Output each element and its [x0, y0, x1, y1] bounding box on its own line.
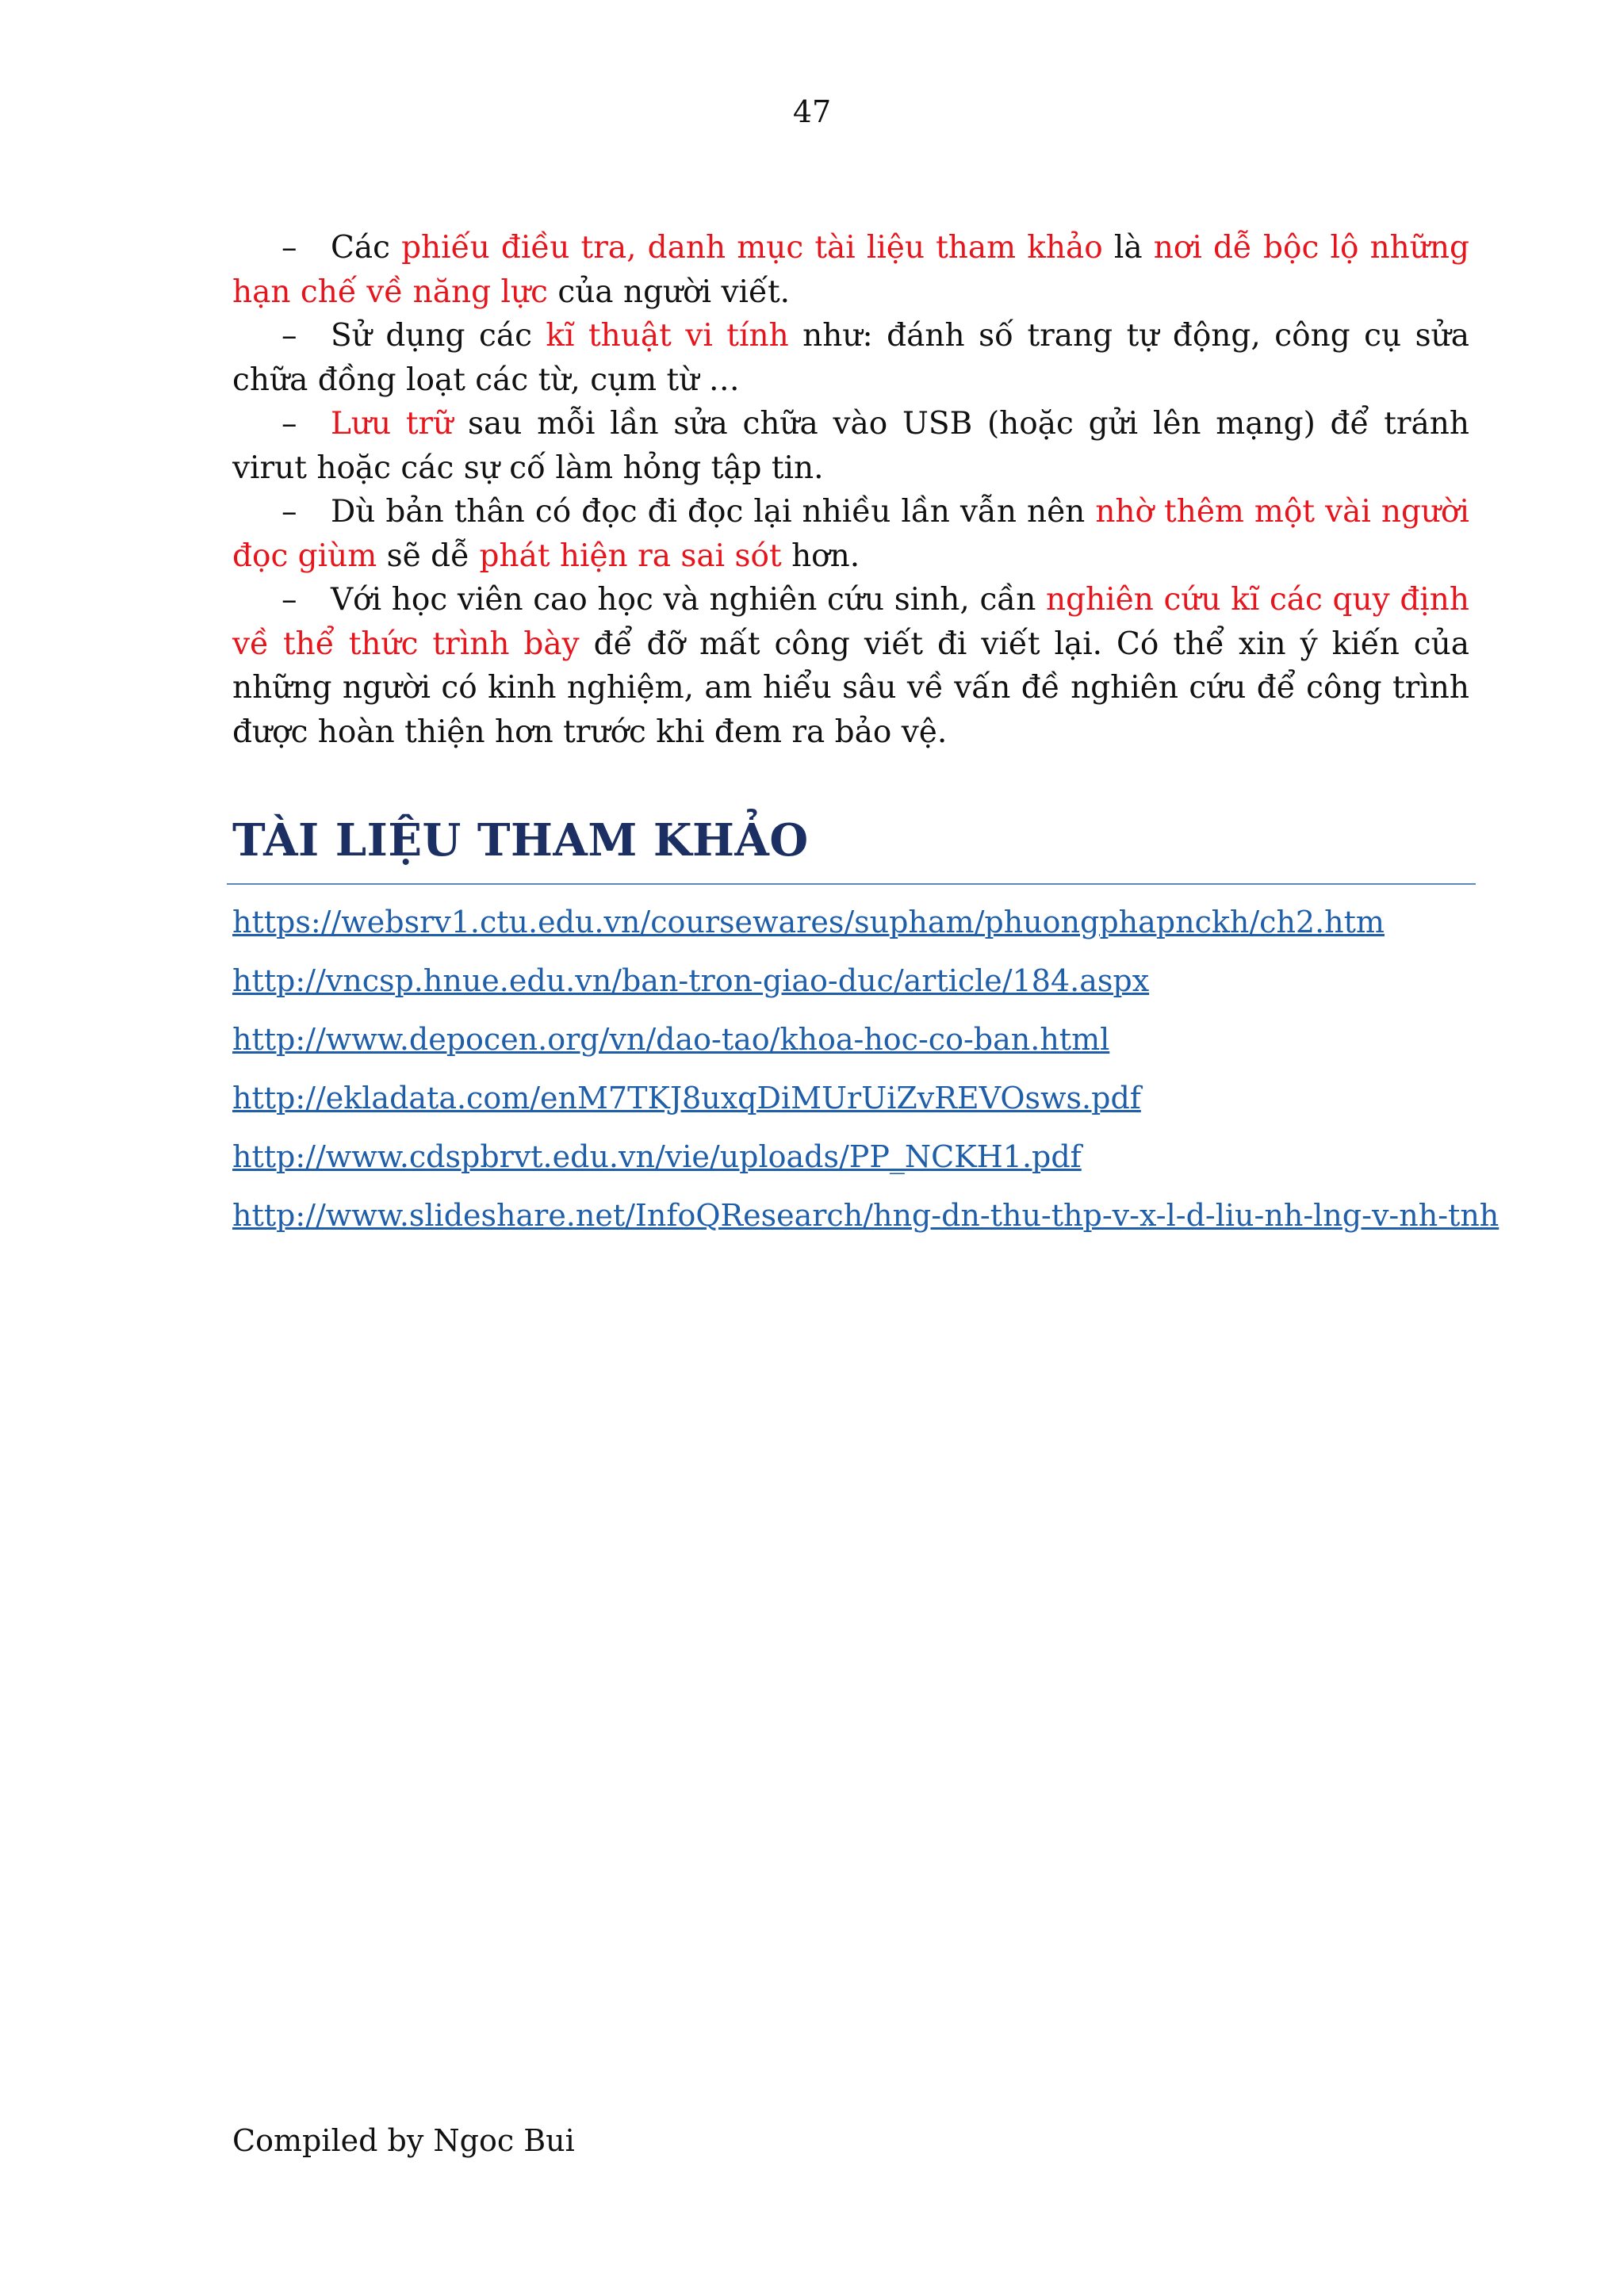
highlight-text: kĩ thuật vi tính	[546, 318, 789, 354]
heading-rule	[227, 883, 1476, 885]
text-run: sẽ dễ	[377, 538, 480, 574]
highlight-text: phát hiện ra sai sót	[479, 538, 782, 574]
dash-marker: –	[282, 318, 297, 354]
text-run: Dù bản thân có đọc đi đọc lại nhiều lần vẫn nên	[331, 494, 1096, 530]
bullet-item	[232, 314, 1469, 402]
reference-link[interactable]: http://www.cdspbrvt.edu.vn/vie/uploads/PP_NCKH1.pdf	[232, 1139, 1082, 1174]
page-number: 47	[792, 94, 832, 129]
text-run: là	[1102, 230, 1154, 266]
reference-list	[232, 893, 1500, 1245]
text-run: hơn.	[781, 538, 860, 574]
text-run: Với học viên cao học và nghiên cứu sinh, cần	[331, 582, 1046, 618]
footer-text: Compiled by Ngoc Bui	[232, 2123, 575, 2158]
reference-link[interactable]: http://www.depocen.org/vn/dao-tao/khoa-hoc-co-ban.html	[232, 1022, 1110, 1057]
text-run: để đỡ mất công viết đi viết lại. Có thể xin ý kiến của những người có kinh nghiệm, am hiểu sâu về vấn đề nghiên cứu để công trình được hoàn thiện hơn trước khi đem ra bảo vệ.	[232, 626, 1469, 750]
bullet-list	[232, 226, 1469, 754]
reference-link[interactable]: https://websrv1.ctu.edu.vn/coursewares/supham/phuongphapnckh/ch2.htm	[232, 905, 1385, 939]
dash-marker: –	[282, 582, 297, 618]
highlight-text: nơi dễ bộc lộ những hạn chế về năng lực	[232, 230, 1470, 310]
references-heading: TÀI LIỆU THAM KHẢO	[232, 814, 809, 867]
reference-link[interactable]: http://www.slideshare.net/InfoQResearch/hng-dn-thu-thp-v-x-l-d-liu-nh-lng-v-nh-tnh	[232, 1198, 1500, 1233]
dash-marker: –	[282, 494, 297, 530]
bullet-item	[232, 490, 1469, 578]
bullet-item	[232, 226, 1469, 314]
bullet-item	[232, 402, 1469, 490]
reference-link[interactable]: http://ekladata.com/enM7TKJ8uxqDiMUrUiZvREVOsws.pdf	[232, 1081, 1141, 1115]
bullet-item	[232, 578, 1469, 754]
highlight-text: phiếu điều tra, danh mục tài liệu tham khảo	[401, 230, 1103, 266]
dash-marker: –	[282, 230, 297, 266]
text-run: sau mỗi lần sửa chữa vào USB (hoặc gửi lên mạng) để tránh virut hoặc các sự cố làm hỏng tập tin.	[232, 406, 1470, 486]
dash-marker: –	[282, 406, 297, 442]
text-run: của người viết.	[547, 274, 791, 310]
text-run: Sử dụng các	[331, 318, 546, 354]
reference-link[interactable]: http://vncsp.hnue.edu.vn/ban-tron-giao-duc/article/184.aspx	[232, 963, 1150, 998]
highlight-text: Lưu trữ	[331, 406, 454, 442]
text-run: Các	[331, 230, 402, 266]
text-run: như: đánh số trang tự động, công cụ sửa chữa đồng loạt các từ, cụm từ …	[232, 318, 1469, 398]
highlight-text: nghiên cứu kĩ các quy định về thể thức trình bày	[232, 582, 1469, 662]
highlight-text: nhờ thêm một vài người đọc giùm	[232, 494, 1469, 574]
